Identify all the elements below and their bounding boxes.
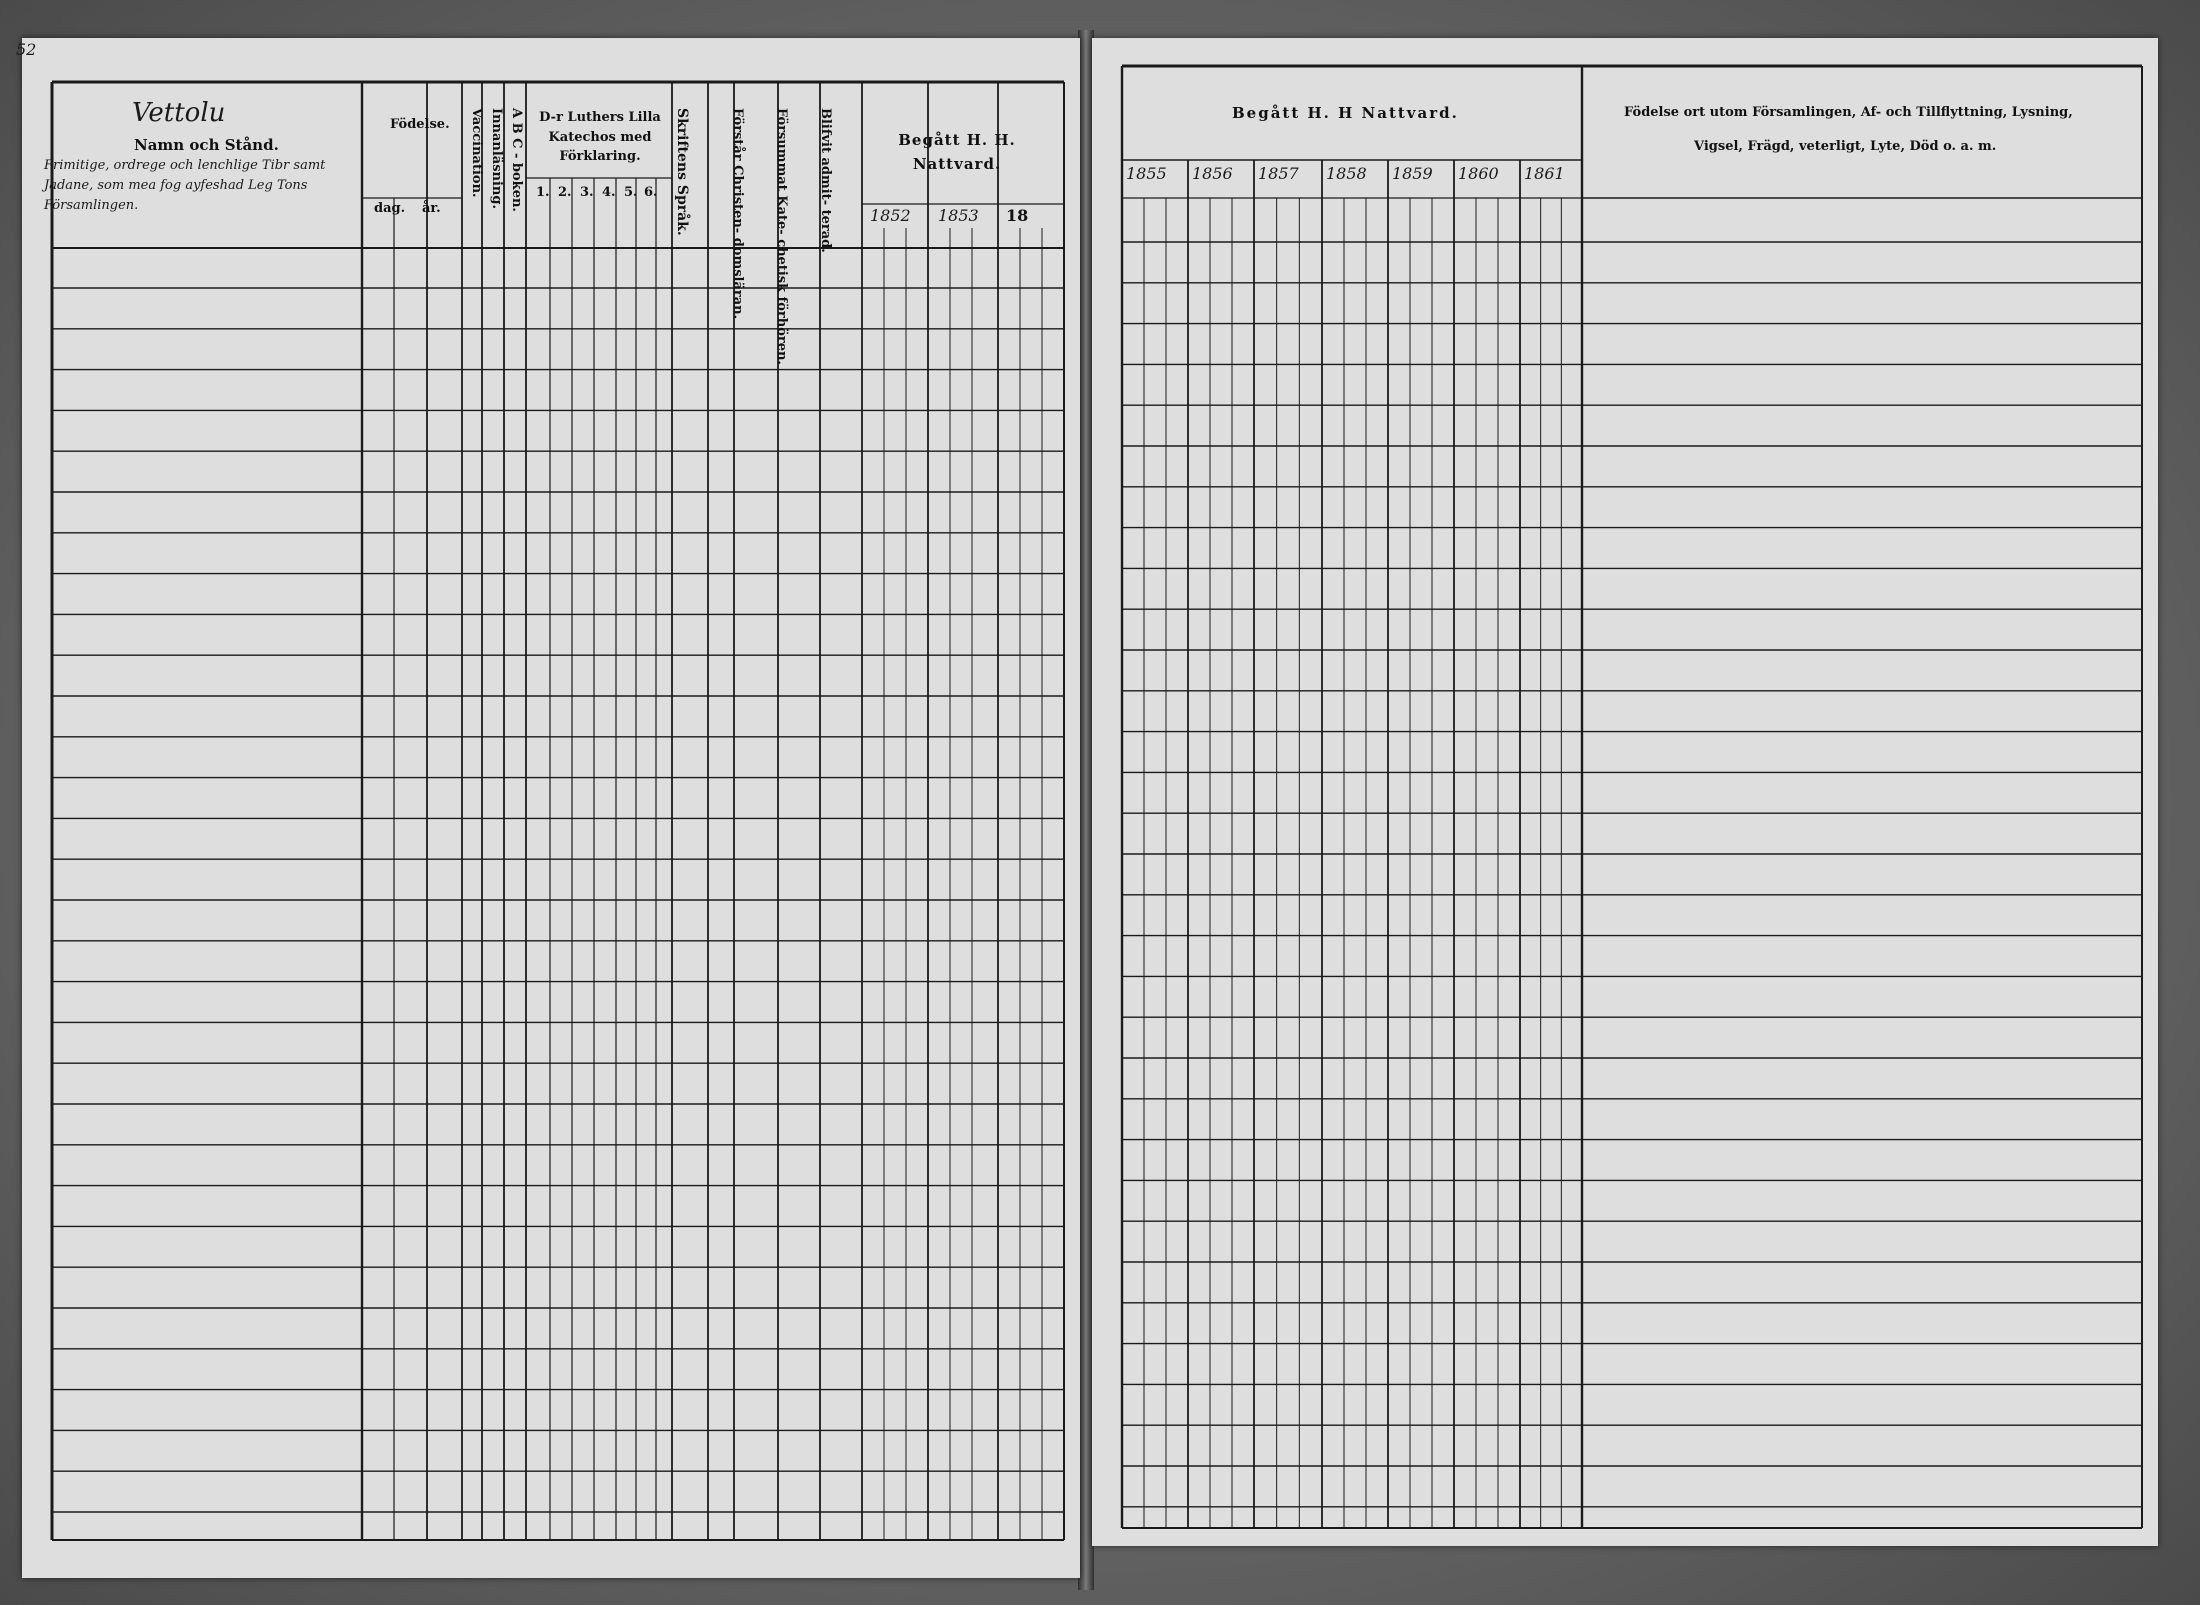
vaccination-header: Vaccination. — [468, 108, 484, 198]
page-number: 52 — [16, 40, 37, 59]
birth-day-header: dag. — [374, 201, 406, 216]
notes-header-line2: Vigsel, Frägd, veterligt, Lyte, Död o. a. m. — [1694, 139, 1997, 154]
luther-col-5: 5. — [624, 185, 638, 200]
year-1852: 1852 — [870, 206, 911, 225]
year-1861: 1861 — [1524, 164, 1565, 183]
handwritten-heading: Vettolu — [132, 98, 226, 128]
year-18: 18 — [1006, 206, 1029, 225]
notes-header-line1: Födelse ort utom Församlingen, Af- och Tillflyttning, Lysning, — [1624, 105, 2073, 120]
forsamlat-katechetisk-header: Försummat Kate- chetisk förhören. — [774, 108, 789, 365]
name-header: Namn och Stånd. — [134, 136, 279, 154]
begatt-header-left: Begått H. H. Nattvard. — [898, 131, 1016, 173]
year-1855: 1855 — [1126, 164, 1167, 183]
birth-year-header: år. — [422, 201, 441, 216]
luther-col-2: 2. — [558, 185, 572, 200]
handwritten-note: Frimitige, ordrege och lenchlige Tibr samt Jadane, som mea fog ayfeshad Leg Tons Församlingen. — [44, 158, 326, 214]
year-1856: 1856 — [1192, 164, 1233, 183]
luther-col-1: 1. — [536, 185, 550, 200]
right-page-grid — [1092, 38, 2158, 1546]
left-page — [16, 38, 1080, 1578]
innanlasning-header: Innanläsning. — [488, 108, 504, 209]
luther-header: D-r Luthers Lilla Katechos med Förklaring. — [539, 110, 661, 164]
skriftens-sprak-header: Skriftens Språk. — [674, 108, 691, 236]
begatt-header-right: Begått H. H Nattvard. — [1232, 104, 1459, 122]
year-1860: 1860 — [1458, 164, 1499, 183]
right-page — [1092, 38, 2158, 1546]
birth-header: Födelse. — [390, 117, 450, 132]
year-1859: 1859 — [1392, 164, 1433, 183]
year-1858: 1858 — [1326, 164, 1367, 183]
year-1853: 1853 — [938, 206, 979, 225]
luther-col-4: 4. — [602, 185, 616, 200]
left-page-grid — [22, 38, 1080, 1578]
luther-col-6: 6. — [644, 185, 658, 200]
abc-boken-header: A B C - boken. — [508, 108, 524, 212]
luther-col-3: 3. — [580, 185, 594, 200]
blifvit-admitterad-header: Blifvit admit- terad. — [818, 108, 833, 253]
forstar-christendomslaran-header: Förstår Christen- domsläran. — [730, 108, 745, 320]
year-1857: 1857 — [1258, 164, 1299, 183]
